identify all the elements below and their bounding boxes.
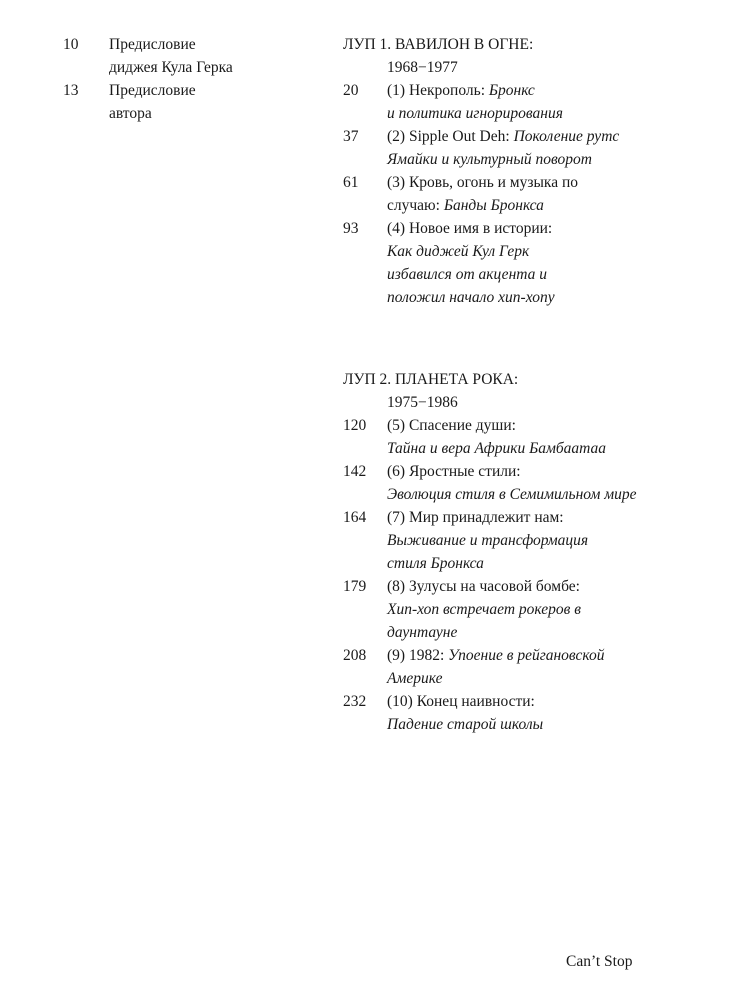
chapter-item (343, 79, 743, 125)
chapter-text: (6) Яростные стили: Эволюция стиля в Семимильном мире (387, 463, 637, 503)
chapter-item (343, 414, 743, 460)
page-number: 142 (343, 463, 367, 480)
front-matter-list (63, 33, 293, 125)
page-number: 37 (343, 128, 359, 145)
chapter-item (343, 575, 743, 644)
page-number: 208 (343, 647, 367, 664)
entry-title: Предисловие диджея Кула Герка (109, 36, 233, 76)
chapter-item (343, 171, 743, 217)
part-title: ЛУП 2. ПЛАНЕТА РОКА: (343, 371, 519, 388)
chapter-item (343, 460, 743, 506)
page-number: 10 (63, 36, 79, 53)
chapter-text: (3) Кровь, огонь и музыка по случаю: Банды Бронкса (387, 174, 578, 214)
running-footer: Can’t Stop (566, 953, 633, 970)
chapter-text: (4) Новое имя в истории: Как диджей Кул Герк избавился от акцента и положил начало хип-хопу (387, 220, 555, 306)
chapter-text: (8) Зулусы на часовой бомбе: Хип-хоп встречает рокеров в даунтауне (387, 578, 581, 641)
chapter-text: (2) Sipple Out Deh: Поколение рутс Ямайки и культурный поворот (387, 128, 620, 168)
chapter-item (343, 644, 743, 690)
page-number: 179 (343, 578, 367, 595)
page-number: 120 (343, 417, 367, 434)
chapter-item (343, 506, 743, 575)
page-number: 20 (343, 82, 359, 99)
table-of-contents (343, 33, 743, 736)
chapter-text: (7) Мир принадлежит нам: Выживание и трансформация стиля Бронкса (387, 509, 589, 572)
front-matter-item (63, 79, 293, 125)
part-1 (343, 33, 743, 309)
page-number: 93 (343, 220, 359, 237)
page-number: 61 (343, 174, 359, 191)
chapter-text: (1) Некрополь: Бронкс и политика игнорирования (387, 82, 563, 122)
part-years: 1968−1977 (387, 59, 458, 76)
part-2 (343, 368, 743, 736)
chapter-text: (9) 1982: Упоение в рейгановской Америке (387, 647, 605, 687)
chapter-text: (10) Конец наивности: Падение старой школы (387, 693, 544, 733)
page-number: 164 (343, 509, 367, 526)
part-years: 1975−1986 (387, 394, 458, 411)
part-title: ЛУП 1. ВАВИЛОН В ОГНЕ: (343, 36, 534, 53)
chapter-item (343, 217, 743, 309)
chapter-item (343, 690, 743, 736)
chapter-item (343, 125, 743, 171)
page-number: 232 (343, 693, 367, 710)
page-number: 13 (63, 82, 79, 99)
front-matter-item (63, 33, 293, 79)
chapter-text: (5) Спасение души: Тайна и вера Африки Бамбаатаа (387, 417, 607, 457)
entry-title: Предисловие автора (109, 82, 196, 122)
